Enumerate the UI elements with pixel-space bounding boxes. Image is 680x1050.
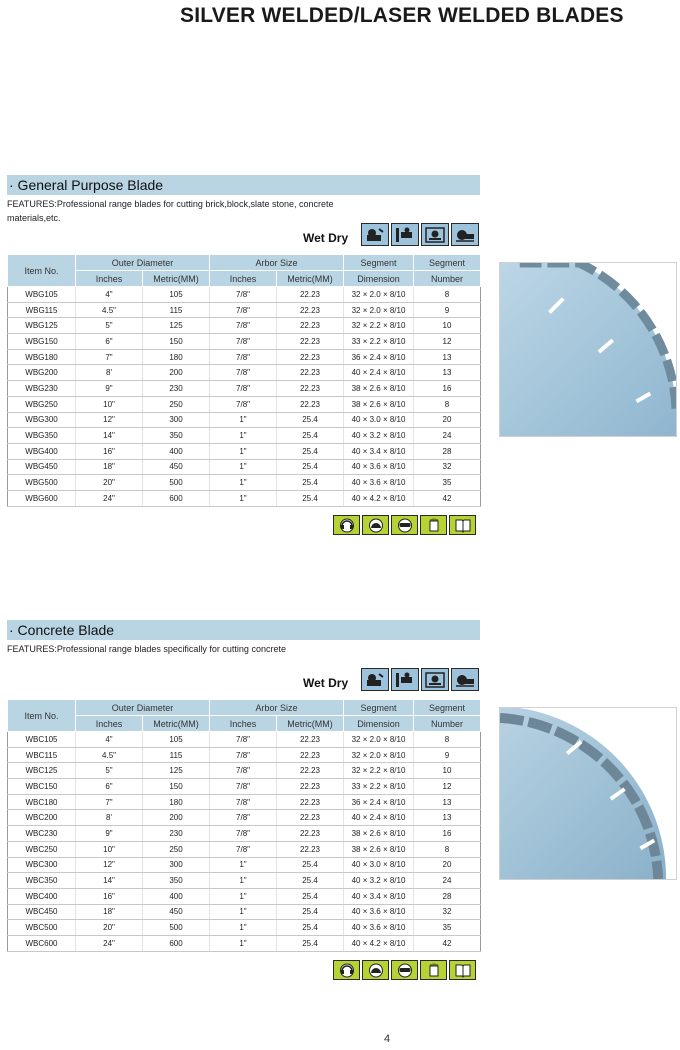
helmet-icon xyxy=(362,515,389,535)
cell-item-no: WBG300 xyxy=(8,412,76,428)
cell-item-no: WBC180 xyxy=(8,794,76,810)
cell-arbor-metric: 22.23 xyxy=(277,841,344,857)
cell-segment-dimension: 40 × 4.2 × 8/10 xyxy=(344,490,414,506)
cell-segment-dimension: 40 × 3.4 × 8/10 xyxy=(344,888,414,904)
cell-arbor-metric: 25.4 xyxy=(277,412,344,428)
handheld-grinder-icon xyxy=(451,668,479,691)
cell-od-inches: 9" xyxy=(76,826,143,842)
wet-cutting-icon xyxy=(361,668,389,691)
cell-segment-number: 24 xyxy=(414,428,481,444)
features-text: FEATURES:Professional range blades for cutting brick,block,slate stone, concrete materials,etc. xyxy=(7,199,334,223)
table-row xyxy=(8,794,481,810)
cell-segment-dimension: 32 × 2.0 × 8/10 xyxy=(344,302,414,318)
cell-segment-dimension: 40 × 2.4 × 8/10 xyxy=(344,810,414,826)
cell-od-inches: 9" xyxy=(76,381,143,397)
cell-item-no: WBC105 xyxy=(8,732,76,748)
cell-segment-dimension: 32 × 2.0 × 8/10 xyxy=(344,287,414,303)
safety-icons xyxy=(333,960,476,980)
cell-item-no: WBC150 xyxy=(8,779,76,795)
cell-segment-number: 8 xyxy=(414,841,481,857)
cell-od-metric: 450 xyxy=(143,459,210,475)
cell-od-metric: 125 xyxy=(143,318,210,334)
cell-od-metric: 180 xyxy=(143,349,210,365)
cell-item-no: WBC400 xyxy=(8,888,76,904)
cell-arbor-inches: 7/8" xyxy=(210,334,277,350)
cell-od-inches: 4.5" xyxy=(76,747,143,763)
cell-od-metric: 300 xyxy=(143,857,210,873)
cell-item-no: WBG500 xyxy=(8,475,76,491)
cell-od-metric: 500 xyxy=(143,920,210,936)
mode-icons xyxy=(361,668,479,691)
cell-segment-dimension: 38 × 2.6 × 8/10 xyxy=(344,381,414,397)
cell-od-inches: 14" xyxy=(76,873,143,889)
cell-segment-dimension: 33 × 2.2 × 8/10 xyxy=(344,334,414,350)
cell-segment-number: 12 xyxy=(414,779,481,795)
handheld-grinder-icon xyxy=(451,223,479,246)
helmet-icon xyxy=(362,960,389,980)
cell-od-inches: 8' xyxy=(76,365,143,381)
cell-segment-number: 8 xyxy=(414,732,481,748)
cell-od-metric: 400 xyxy=(143,443,210,459)
cell-arbor-inches: 7/8" xyxy=(210,381,277,397)
cell-segment-dimension: 36 × 2.4 × 8/10 xyxy=(344,349,414,365)
cell-segment-dimension: 38 × 2.6 × 8/10 xyxy=(344,826,414,842)
cell-segment-dimension: 40 × 2.4 × 8/10 xyxy=(344,365,414,381)
eye-protection-icon xyxy=(391,515,418,535)
page-title: SILVER WELDED/LASER WELDED BLADES xyxy=(180,4,624,27)
cell-arbor-metric: 22.23 xyxy=(277,732,344,748)
table-row xyxy=(8,287,481,303)
col-segment-number-sub: Number xyxy=(414,271,481,287)
cell-segment-number: 16 xyxy=(414,381,481,397)
cell-arbor-inches: 1" xyxy=(210,888,277,904)
general-purpose-blade-photo xyxy=(499,262,677,437)
cell-od-metric: 350 xyxy=(143,428,210,444)
table-row xyxy=(8,857,481,873)
table-row xyxy=(8,732,481,748)
table-saw-icon xyxy=(421,223,449,246)
cell-arbor-inches: 7/8" xyxy=(210,794,277,810)
cell-od-inches: 7" xyxy=(76,349,143,365)
cell-item-no: WBG200 xyxy=(8,365,76,381)
cell-od-metric: 150 xyxy=(143,779,210,795)
cell-segment-number: 35 xyxy=(414,920,481,936)
cell-segment-number: 35 xyxy=(414,475,481,491)
cell-segment-number: 8 xyxy=(414,287,481,303)
cell-segment-number: 13 xyxy=(414,349,481,365)
table-row xyxy=(8,826,481,842)
cell-segment-dimension: 32 × 2.2 × 8/10 xyxy=(344,763,414,779)
cell-arbor-metric: 25.4 xyxy=(277,873,344,889)
cell-item-no: WBG230 xyxy=(8,381,76,397)
cell-item-no: WBG150 xyxy=(8,334,76,350)
cell-arbor-metric: 22.23 xyxy=(277,763,344,779)
cell-item-no: WBC450 xyxy=(8,904,76,920)
cell-od-inches: 14" xyxy=(76,428,143,444)
cell-od-inches: 24" xyxy=(76,935,143,951)
spec-table-body xyxy=(8,732,481,952)
table-row xyxy=(8,475,481,491)
cell-segment-dimension: 40 × 3.6 × 8/10 xyxy=(344,475,414,491)
cell-od-inches: 24" xyxy=(76,490,143,506)
glove-icon xyxy=(420,960,447,980)
table-row xyxy=(8,904,481,920)
cell-arbor-inches: 7/8" xyxy=(210,732,277,748)
table-row xyxy=(8,747,481,763)
col-od-inches: Inches xyxy=(76,716,143,732)
cell-segment-number: 13 xyxy=(414,810,481,826)
cell-od-metric: 200 xyxy=(143,365,210,381)
cell-item-no: WBC350 xyxy=(8,873,76,889)
table-row xyxy=(8,302,481,318)
cell-item-no: WBC115 xyxy=(8,747,76,763)
cell-segment-number: 10 xyxy=(414,318,481,334)
cell-item-no: WBC250 xyxy=(8,841,76,857)
cell-arbor-inches: 7/8" xyxy=(210,826,277,842)
col-segment-dimension: Segment xyxy=(344,700,414,716)
dry-saw-icon xyxy=(391,223,419,246)
cell-od-metric: 105 xyxy=(143,287,210,303)
cell-item-no: WBG105 xyxy=(8,287,76,303)
cell-arbor-metric: 25.4 xyxy=(277,490,344,506)
cell-arbor-metric: 22.23 xyxy=(277,349,344,365)
wet-cutting-icon xyxy=(361,223,389,246)
table-row xyxy=(8,920,481,936)
table-row xyxy=(8,459,481,475)
col-item-no: Item No. xyxy=(8,700,76,732)
cell-arbor-inches: 1" xyxy=(210,904,277,920)
cell-arbor-metric: 25.4 xyxy=(277,888,344,904)
cell-item-no: WBG450 xyxy=(8,459,76,475)
cell-arbor-inches: 1" xyxy=(210,475,277,491)
cell-segment-dimension: 33 × 2.2 × 8/10 xyxy=(344,779,414,795)
page-number: 4 xyxy=(384,1033,391,1045)
cell-arbor-inches: 1" xyxy=(210,459,277,475)
cell-od-metric: 500 xyxy=(143,475,210,491)
table-row xyxy=(8,810,481,826)
cell-segment-dimension: 38 × 2.6 × 8/10 xyxy=(344,841,414,857)
cell-od-inches: 18" xyxy=(76,459,143,475)
cell-od-metric: 125 xyxy=(143,763,210,779)
table-row xyxy=(8,334,481,350)
cell-item-no: WBC600 xyxy=(8,935,76,951)
col-od-metric: Metric(MM) xyxy=(143,271,210,287)
cell-segment-number: 10 xyxy=(414,763,481,779)
concrete-blade-photo xyxy=(499,707,677,880)
features-text: FEATURES:Professional range blades specifically for cutting concrete xyxy=(7,644,286,654)
cell-item-no: WBG250 xyxy=(8,396,76,412)
cell-arbor-inches: 7/8" xyxy=(210,841,277,857)
cell-arbor-metric: 22.23 xyxy=(277,810,344,826)
col-segment-number: Segment xyxy=(414,255,481,271)
cell-arbor-metric: 22.23 xyxy=(277,794,344,810)
cell-od-metric: 115 xyxy=(143,302,210,318)
wet-dry-row xyxy=(303,668,481,692)
cell-segment-number: 28 xyxy=(414,443,481,459)
cell-od-metric: 230 xyxy=(143,381,210,397)
cell-od-inches: 12" xyxy=(76,857,143,873)
table-saw-icon xyxy=(421,668,449,691)
table-row xyxy=(8,779,481,795)
manual-icon xyxy=(449,960,476,980)
cell-item-no: WBG125 xyxy=(8,318,76,334)
wet-dry-label: Wet Dry xyxy=(303,231,349,245)
cell-od-inches: 10" xyxy=(76,396,143,412)
cell-od-metric: 300 xyxy=(143,412,210,428)
cell-item-no: WBC200 xyxy=(8,810,76,826)
cell-segment-dimension: 38 × 2.6 × 8/10 xyxy=(344,396,414,412)
cell-od-inches: 4.5" xyxy=(76,302,143,318)
spec-table-body xyxy=(8,287,481,507)
cell-segment-number: 42 xyxy=(414,490,481,506)
cell-arbor-metric: 25.4 xyxy=(277,857,344,873)
cell-arbor-metric: 22.23 xyxy=(277,396,344,412)
cell-segment-dimension: 40 × 3.6 × 8/10 xyxy=(344,459,414,475)
cell-item-no: WBC230 xyxy=(8,826,76,842)
cell-arbor-inches: 7/8" xyxy=(210,779,277,795)
cell-arbor-metric: 22.23 xyxy=(277,334,344,350)
cell-segment-number: 32 xyxy=(414,459,481,475)
cell-item-no: WBG180 xyxy=(8,349,76,365)
cell-segment-dimension: 40 × 3.2 × 8/10 xyxy=(344,428,414,444)
wet-dry-row xyxy=(303,223,481,247)
cell-segment-dimension: 40 × 4.2 × 8/10 xyxy=(344,935,414,951)
cell-od-metric: 600 xyxy=(143,935,210,951)
col-segment-number: Segment xyxy=(414,700,481,716)
ear-protection-icon xyxy=(333,515,360,535)
cell-od-metric: 450 xyxy=(143,904,210,920)
eye-protection-icon xyxy=(391,960,418,980)
table-row xyxy=(8,873,481,889)
cell-od-metric: 250 xyxy=(143,841,210,857)
table-row xyxy=(8,396,481,412)
col-segment-number-sub: Number xyxy=(414,716,481,732)
cell-arbor-inches: 7/8" xyxy=(210,747,277,763)
cell-od-inches: 8' xyxy=(76,810,143,826)
cell-segment-dimension: 40 × 3.2 × 8/10 xyxy=(344,873,414,889)
cell-od-metric: 400 xyxy=(143,888,210,904)
table-row xyxy=(8,318,481,334)
ear-protection-icon xyxy=(333,960,360,980)
cell-arbor-inches: 7/8" xyxy=(210,302,277,318)
spec-table xyxy=(7,254,481,507)
cell-arbor-inches: 1" xyxy=(210,428,277,444)
col-arbor-metric: Metric(MM) xyxy=(277,716,344,732)
general-purpose-section xyxy=(7,175,675,503)
cell-od-inches: 6" xyxy=(76,779,143,795)
cell-od-metric: 180 xyxy=(143,794,210,810)
cell-od-inches: 6" xyxy=(76,334,143,350)
cell-arbor-inches: 1" xyxy=(210,443,277,459)
cell-arbor-metric: 25.4 xyxy=(277,459,344,475)
cell-segment-dimension: 36 × 2.4 × 8/10 xyxy=(344,794,414,810)
col-arbor-size: Arbor Size xyxy=(210,255,344,271)
cell-item-no: WBC125 xyxy=(8,763,76,779)
cell-segment-number: 13 xyxy=(414,365,481,381)
cell-segment-dimension: 32 × 2.0 × 8/10 xyxy=(344,732,414,748)
col-item-no: Item No. xyxy=(8,255,76,287)
col-arbor-size: Arbor Size xyxy=(210,700,344,716)
cell-arbor-inches: 1" xyxy=(210,412,277,428)
cell-segment-number: 12 xyxy=(414,334,481,350)
table-row xyxy=(8,349,481,365)
manual-icon xyxy=(449,515,476,535)
cell-segment-number: 24 xyxy=(414,873,481,889)
cell-od-metric: 600 xyxy=(143,490,210,506)
safety-icons xyxy=(333,515,476,535)
col-segment-dimension: Segment xyxy=(344,255,414,271)
cell-arbor-inches: 7/8" xyxy=(210,763,277,779)
cell-segment-dimension: 40 × 3.6 × 8/10 xyxy=(344,920,414,936)
col-segment-dimension-sub: Dimension xyxy=(344,716,414,732)
cell-od-inches: 16" xyxy=(76,888,143,904)
cell-segment-number: 13 xyxy=(414,794,481,810)
cell-segment-dimension: 32 × 2.0 × 8/10 xyxy=(344,747,414,763)
cell-arbor-metric: 22.23 xyxy=(277,779,344,795)
cell-arbor-metric: 25.4 xyxy=(277,443,344,459)
cell-segment-number: 9 xyxy=(414,302,481,318)
table-row xyxy=(8,412,481,428)
cell-od-inches: 7" xyxy=(76,794,143,810)
cell-segment-number: 20 xyxy=(414,857,481,873)
table-row xyxy=(8,935,481,951)
cell-arbor-inches: 1" xyxy=(210,490,277,506)
cell-arbor-metric: 22.23 xyxy=(277,318,344,334)
cell-segment-number: 16 xyxy=(414,826,481,842)
cell-od-inches: 10" xyxy=(76,841,143,857)
table-row xyxy=(8,428,481,444)
cell-arbor-inches: 7/8" xyxy=(210,287,277,303)
cell-od-metric: 350 xyxy=(143,873,210,889)
table-row xyxy=(8,763,481,779)
cell-segment-dimension: 40 × 3.0 × 8/10 xyxy=(344,412,414,428)
table-row xyxy=(8,443,481,459)
dry-saw-icon xyxy=(391,668,419,691)
cell-segment-number: 8 xyxy=(414,396,481,412)
cell-od-inches: 20" xyxy=(76,920,143,936)
section-header: · Concrete Blade xyxy=(7,620,480,640)
cell-segment-dimension: 40 × 3.4 × 8/10 xyxy=(344,443,414,459)
cell-segment-dimension: 40 × 3.0 × 8/10 xyxy=(344,857,414,873)
cell-segment-dimension: 32 × 2.2 × 8/10 xyxy=(344,318,414,334)
concrete-section xyxy=(7,620,675,948)
col-outer-diameter: Outer Diameter xyxy=(76,700,210,716)
cell-od-metric: 250 xyxy=(143,396,210,412)
col-arbor-inches: Inches xyxy=(210,271,277,287)
cell-arbor-metric: 22.23 xyxy=(277,747,344,763)
cell-item-no: WBC300 xyxy=(8,857,76,873)
cell-od-metric: 105 xyxy=(143,732,210,748)
cell-arbor-inches: 7/8" xyxy=(210,349,277,365)
cell-item-no: WBG600 xyxy=(8,490,76,506)
col-od-inches: Inches xyxy=(76,271,143,287)
col-arbor-inches: Inches xyxy=(210,716,277,732)
cell-arbor-metric: 22.23 xyxy=(277,826,344,842)
table-row xyxy=(8,381,481,397)
cell-od-inches: 20" xyxy=(76,475,143,491)
cell-od-metric: 230 xyxy=(143,826,210,842)
cell-segment-number: 42 xyxy=(414,935,481,951)
table-row xyxy=(8,841,481,857)
spec-table xyxy=(7,699,481,952)
cell-item-no: WBG400 xyxy=(8,443,76,459)
col-od-metric: Metric(MM) xyxy=(143,716,210,732)
cell-segment-dimension: 40 × 3.6 × 8/10 xyxy=(344,904,414,920)
cell-od-inches: 4" xyxy=(76,732,143,748)
wet-dry-label: Wet Dry xyxy=(303,676,349,690)
cell-arbor-metric: 25.4 xyxy=(277,920,344,936)
cell-arbor-metric: 22.23 xyxy=(277,302,344,318)
cell-od-inches: 4" xyxy=(76,287,143,303)
cell-arbor-metric: 22.23 xyxy=(277,287,344,303)
cell-segment-number: 32 xyxy=(414,904,481,920)
cell-item-no: WBG350 xyxy=(8,428,76,444)
cell-arbor-metric: 22.23 xyxy=(277,365,344,381)
cell-od-inches: 16" xyxy=(76,443,143,459)
cell-segment-number: 20 xyxy=(414,412,481,428)
cell-arbor-metric: 25.4 xyxy=(277,428,344,444)
cell-arbor-metric: 25.4 xyxy=(277,935,344,951)
cell-segment-number: 28 xyxy=(414,888,481,904)
cell-arbor-inches: 7/8" xyxy=(210,396,277,412)
glove-icon xyxy=(420,515,447,535)
cell-od-inches: 5" xyxy=(76,318,143,334)
cell-arbor-metric: 25.4 xyxy=(277,904,344,920)
col-outer-diameter: Outer Diameter xyxy=(76,255,210,271)
cell-segment-number: 9 xyxy=(414,747,481,763)
cell-od-metric: 150 xyxy=(143,334,210,350)
cell-item-no: WBG115 xyxy=(8,302,76,318)
cell-od-inches: 12" xyxy=(76,412,143,428)
cell-od-inches: 18" xyxy=(76,904,143,920)
table-row xyxy=(8,490,481,506)
cell-arbor-inches: 1" xyxy=(210,920,277,936)
mode-icons xyxy=(361,223,479,246)
cell-arbor-metric: 22.23 xyxy=(277,381,344,397)
cell-arbor-inches: 7/8" xyxy=(210,318,277,334)
table-row xyxy=(8,365,481,381)
cell-arbor-inches: 7/8" xyxy=(210,365,277,381)
cell-arbor-inches: 1" xyxy=(210,935,277,951)
col-segment-dimension-sub: Dimension xyxy=(344,271,414,287)
cell-item-no: WBC500 xyxy=(8,920,76,936)
cell-od-inches: 5" xyxy=(76,763,143,779)
section-header: · General Purpose Blade xyxy=(7,175,480,195)
cell-arbor-inches: 7/8" xyxy=(210,810,277,826)
cell-arbor-inches: 1" xyxy=(210,857,277,873)
table-row xyxy=(8,888,481,904)
cell-arbor-metric: 25.4 xyxy=(277,475,344,491)
col-arbor-metric: Metric(MM) xyxy=(277,271,344,287)
cell-od-metric: 200 xyxy=(143,810,210,826)
cell-od-metric: 115 xyxy=(143,747,210,763)
cell-arbor-inches: 1" xyxy=(210,873,277,889)
